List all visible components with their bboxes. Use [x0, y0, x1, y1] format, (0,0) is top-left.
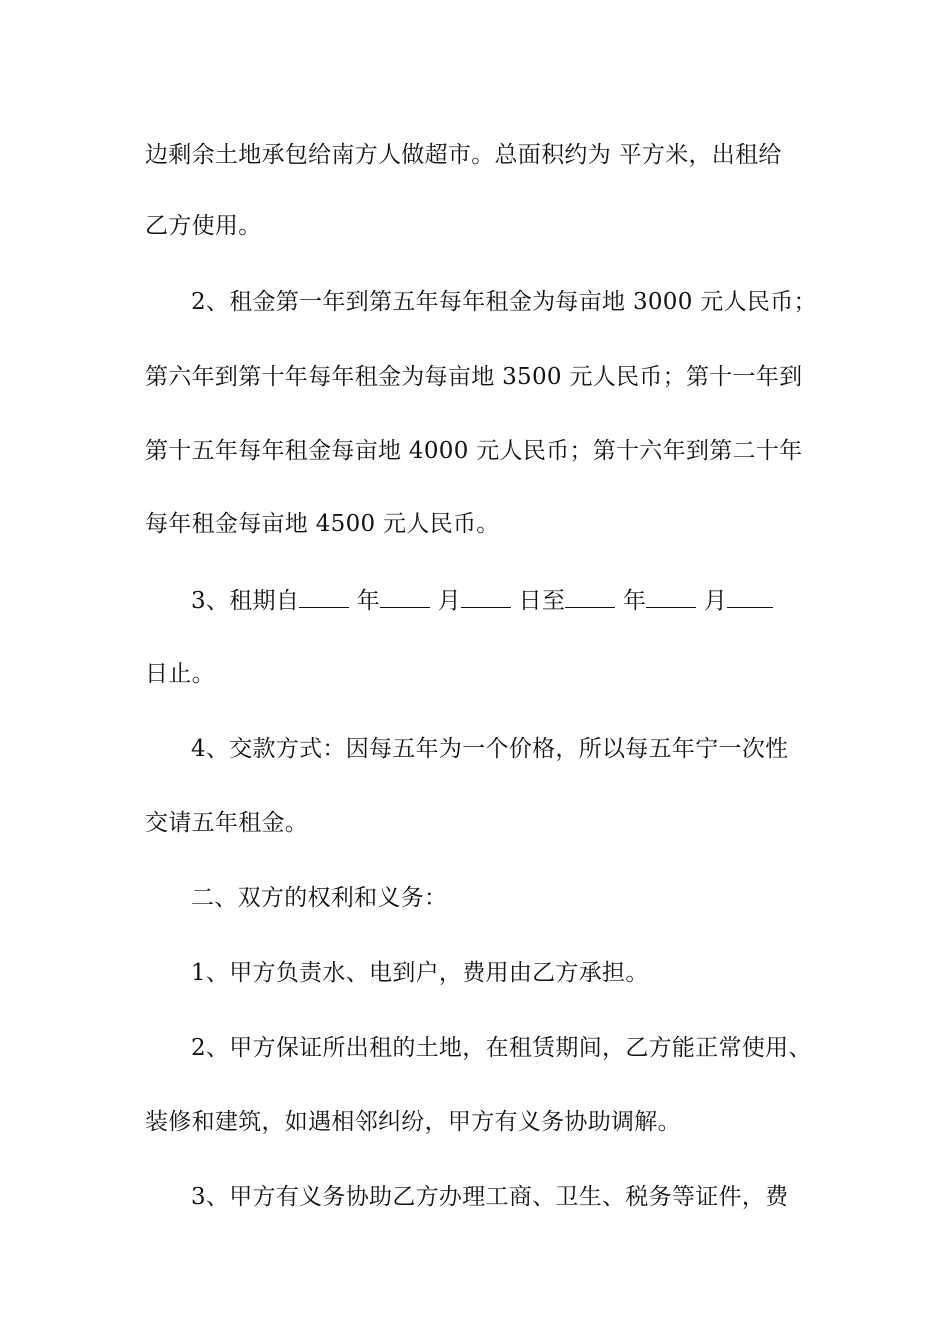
paragraph-line: 日止。: [145, 661, 215, 687]
blank-field: [646, 585, 696, 608]
blank-field: [299, 585, 349, 608]
paragraph-line: 交请五年租金。: [145, 810, 309, 836]
term-prefix: 3、租期自: [191, 588, 300, 614]
blank-field: [565, 585, 615, 608]
paragraph-line: 边剩余土地承包给南方人做超市。总面积约为 平方米，出租给: [145, 142, 782, 168]
paragraph-line: 装修和建筑，如遇相邻纠纷，甲方有义务协助调解。: [145, 1109, 681, 1135]
blank-field: [380, 585, 430, 608]
term-month-2: 月: [703, 588, 728, 614]
section-heading: 二、双方的权利和义务：: [191, 885, 448, 911]
term-year-1: 年: [356, 588, 381, 614]
paragraph-line: 每年租金每亩地 4500 元人民币。: [145, 511, 500, 537]
term-year-2: 年: [622, 588, 647, 614]
blank-field: [727, 585, 773, 608]
term-month-1: 月: [437, 588, 462, 614]
paragraph-line: 乙方使用。: [145, 213, 262, 239]
paragraph-line: 2、租金第一年到第五年每年租金为每亩地 3000 元人民币；: [191, 289, 817, 315]
term-day-to: 日至: [518, 588, 566, 614]
paragraph-line: 第十五年每年租金每亩地 4000 元人民币；第十六年到第二十年: [145, 438, 803, 464]
paragraph-line: 2、甲方保证所出租的土地，在租赁期间，乙方能正常使用、: [191, 1035, 812, 1061]
paragraph-line: 3、甲方有义务协助乙方办理工商、卫生、税务等证件，费: [191, 1184, 789, 1210]
lease-term-line: [191, 585, 861, 616]
paragraph-line: 1、甲方负责水、电到户，费用由乙方承担。: [191, 960, 649, 986]
paragraph-line: 第六年到第十年每年租金为每亩地 3500 元人民币；第十一年到: [145, 364, 803, 390]
paragraph-line: 4、交款方式：因每五年为一个价格，所以每五年宁一次性: [191, 736, 789, 762]
blank-field: [461, 585, 511, 608]
